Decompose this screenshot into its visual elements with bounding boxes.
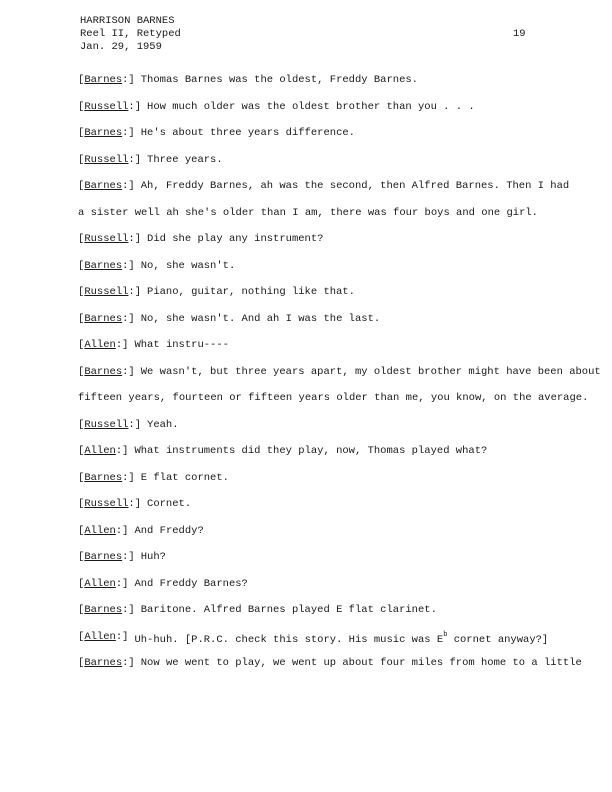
speaker-name: Russell bbox=[84, 498, 129, 510]
line-text: What instruments did they play, now, Thomas played what? bbox=[134, 445, 488, 457]
transcript-line bbox=[78, 631, 558, 658]
line-text-after: cornet anyway?] bbox=[447, 633, 549, 646]
speaker-label bbox=[78, 472, 135, 484]
transcript-line bbox=[78, 154, 558, 181]
transcript-line bbox=[78, 604, 558, 631]
speaker-name: Allen bbox=[84, 577, 116, 590]
line-text: What instru---- bbox=[134, 339, 229, 351]
transcript-line bbox=[78, 101, 558, 128]
speaker-name: Barnes bbox=[84, 551, 123, 563]
header-date: Jan. 29, 1959 bbox=[80, 41, 162, 53]
speaker-label bbox=[78, 445, 128, 457]
speaker-label bbox=[78, 286, 141, 298]
speaker-name: Barnes bbox=[84, 180, 123, 192]
transcript-line bbox=[78, 578, 558, 605]
line-text: No, she wasn't. bbox=[140, 259, 236, 272]
speaker-name: Barnes bbox=[84, 127, 123, 139]
header-reel: Reel II, Retyped bbox=[80, 28, 181, 40]
transcript-line bbox=[78, 127, 558, 154]
line-text: And Freddy Barnes? bbox=[134, 577, 248, 590]
line-text-main: Uh-huh. [P.R.C. check this story. His music was E bbox=[134, 633, 444, 646]
line-text: Did she play any instrument? bbox=[147, 233, 324, 245]
transcript-line bbox=[78, 472, 558, 499]
speaker-label bbox=[78, 101, 141, 113]
speaker-name: Allen bbox=[84, 339, 116, 351]
transcript-line bbox=[78, 498, 558, 525]
speaker-label bbox=[78, 498, 141, 510]
speaker-label bbox=[78, 419, 141, 431]
line-text: How much older was the oldest brother than you . . . bbox=[147, 100, 475, 113]
line-text: And Freddy? bbox=[134, 524, 204, 537]
speaker-label bbox=[78, 657, 135, 669]
speaker-name: Barnes bbox=[84, 365, 123, 378]
transcript-line bbox=[78, 551, 558, 578]
line-text: Now we went to play, we went up about four miles from home to a little bbox=[140, 657, 582, 669]
transcript-line bbox=[78, 419, 558, 446]
line-text: fifteen years, fourteen or fifteen years older than me, you know, on the average. bbox=[78, 392, 589, 404]
speaker-label bbox=[78, 233, 141, 245]
speaker-name: Barnes bbox=[84, 259, 123, 272]
speaker-label bbox=[78, 631, 128, 643]
transcript-line bbox=[78, 286, 558, 313]
line-text: We wasn't, but three years apart, my oldest brother might have been about bbox=[140, 365, 601, 378]
line-text: a sister well ah she's older than I am, there was four boys and one girl. bbox=[78, 206, 538, 219]
speaker-name: Allen bbox=[84, 524, 116, 537]
transcript-continuation-line bbox=[78, 207, 558, 234]
transcript-continuation-line bbox=[78, 392, 589, 419]
speaker-label bbox=[78, 154, 141, 166]
speaker-label bbox=[78, 551, 135, 563]
transcript-line bbox=[78, 339, 558, 366]
line-text: No, she wasn't. And ah I was the last. bbox=[140, 312, 381, 325]
speaker-name: Russell bbox=[84, 286, 129, 298]
speaker-name: Russell bbox=[84, 100, 129, 113]
line-text: Baritone. Alfred Barnes played E flat clarinet. bbox=[140, 604, 437, 616]
speaker-label bbox=[78, 74, 135, 86]
line-text: Cornet. bbox=[147, 498, 192, 510]
line-text: Three years. bbox=[147, 153, 223, 166]
speaker-name: Russell bbox=[84, 418, 129, 431]
flat-superscript: b bbox=[443, 630, 448, 639]
speaker-name: Allen bbox=[84, 630, 116, 643]
transcript-line bbox=[78, 657, 582, 684]
transcript-line bbox=[78, 445, 558, 472]
speaker-name: Barnes bbox=[84, 471, 123, 484]
speaker-name: Barnes bbox=[84, 312, 123, 325]
line-text: Piano, guitar, nothing like that. bbox=[147, 286, 355, 298]
transcript-body bbox=[78, 74, 601, 684]
transcript-line bbox=[78, 313, 558, 340]
transcript-line bbox=[78, 365, 601, 393]
speaker-label bbox=[78, 339, 128, 351]
speaker-name: Barnes bbox=[84, 604, 123, 616]
speaker-label bbox=[78, 260, 135, 272]
transcript-line bbox=[78, 260, 558, 287]
transcript-line bbox=[78, 525, 558, 552]
line-text bbox=[134, 631, 548, 646]
header-title: HARRISON BARNES bbox=[80, 15, 175, 27]
speaker-label bbox=[78, 525, 128, 537]
speaker-label bbox=[78, 604, 135, 616]
speaker-name: Russell bbox=[84, 233, 129, 245]
speaker-label bbox=[78, 180, 135, 192]
speaker-name: Barnes bbox=[84, 657, 123, 669]
speaker-label bbox=[78, 366, 135, 378]
speaker-label bbox=[78, 127, 135, 139]
transcript-line bbox=[78, 180, 570, 207]
transcript-line bbox=[78, 233, 558, 260]
transcript-line bbox=[78, 74, 558, 101]
document-header bbox=[80, 15, 181, 54]
line-text: Ah, Freddy Barnes, ah was the second, then Alfred Barnes. Then I had bbox=[140, 180, 570, 192]
page-number: 19 bbox=[513, 28, 526, 40]
speaker-name: Allen bbox=[84, 445, 116, 457]
speaker-name: Russell bbox=[84, 153, 129, 166]
speaker-name: Barnes bbox=[84, 74, 123, 86]
speaker-label bbox=[78, 578, 128, 590]
line-text: Yeah. bbox=[147, 418, 179, 431]
line-text: E flat cornet. bbox=[140, 471, 229, 484]
line-text: Thomas Barnes was the oldest, Freddy Barnes. bbox=[140, 74, 418, 86]
line-text: He's about three years difference. bbox=[140, 127, 355, 139]
line-text: Huh? bbox=[140, 551, 166, 563]
speaker-label bbox=[78, 313, 135, 325]
